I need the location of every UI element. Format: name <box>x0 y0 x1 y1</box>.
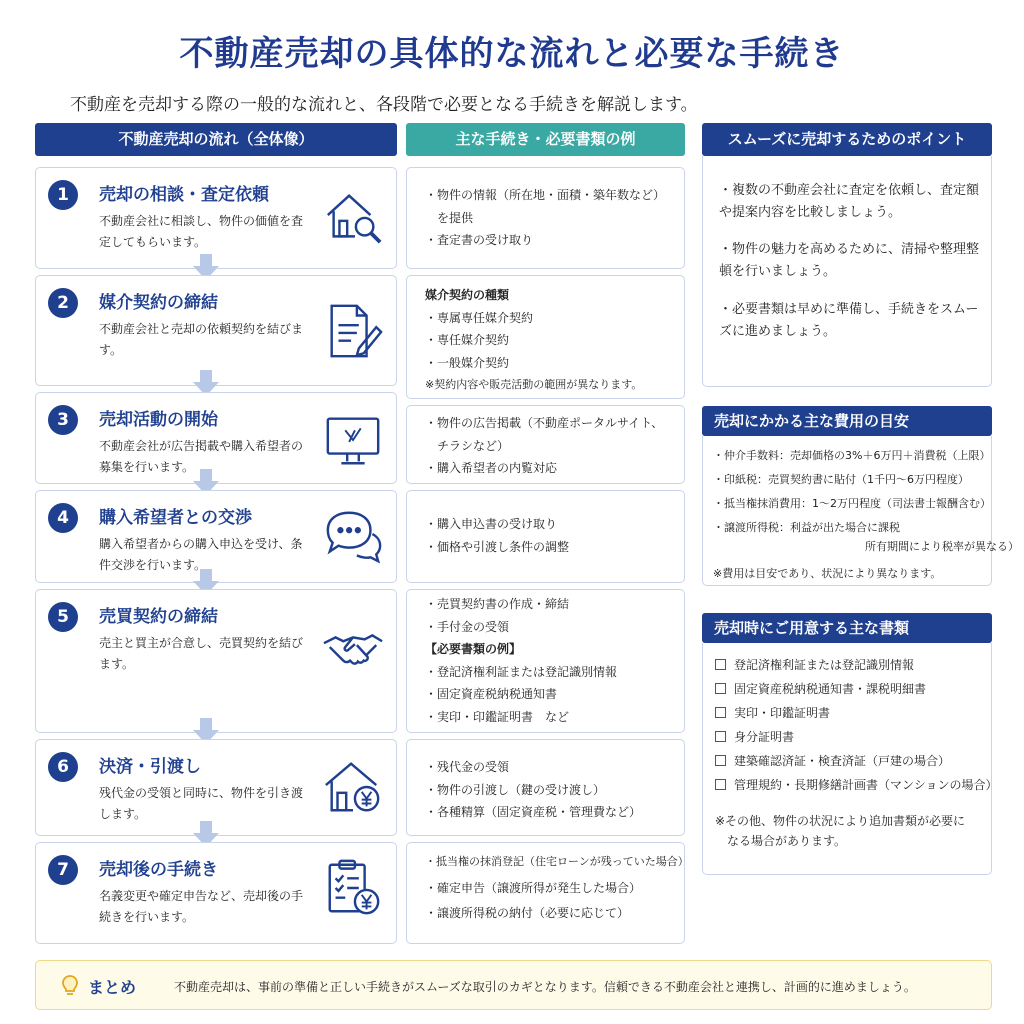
procedure-line: ・価格や引渡し条件の調整 <box>425 539 570 554</box>
procedure-line: ・残代金の受領 <box>425 760 510 774</box>
cost-item: ・仲介手数料：売却価格の3%＋6万円＋消費税（上限） <box>713 449 991 462</box>
documents-header: 売却時にご用意する主な書類 <box>702 613 992 643</box>
document-item <box>715 749 991 773</box>
point-item: ・必要書類は早めに準備し、手続きをスムーズに進めましょう。 <box>719 302 979 339</box>
step-title: 売却活動の開始 <box>99 410 218 430</box>
procedure-line: ・物件の広告掲載（不動産ポータルサイト、 <box>425 416 664 430</box>
cost-item: 所有期間により税率が異なる） <box>799 540 1019 553</box>
step-description: 購入希望者からの購入申込を受け、条件交渉を行います。 <box>99 537 303 572</box>
document-item <box>715 725 991 749</box>
checkbox-icon <box>715 731 726 742</box>
point-item: ・複数の不動産会社に査定を依頼し、査定額や提案内容を比較しましょう。 <box>719 183 980 220</box>
flow-column-header: 不動産売却の流れ（全体像） <box>35 123 397 156</box>
procedure-line: ・登記済権利証または登記識別情報 <box>425 664 618 679</box>
checkbox-icon <box>715 707 726 718</box>
procedure-card-6 <box>406 739 685 836</box>
procedure-line: ・査定書の受け取り <box>425 233 534 247</box>
procedure-line: ・譲渡所得税の納付（必要に応じて） <box>425 906 630 920</box>
handshake-icon <box>322 618 384 680</box>
step-title: 売却後の手続き <box>99 860 218 880</box>
document-label: 登記済権利証または登記識別情報 <box>734 658 915 672</box>
document-label: 固定資産税納税通知書・課税明細書 <box>734 682 927 696</box>
procedure-note: ※契約内容や販売活動の範囲が異なります。 <box>425 378 643 391</box>
procedure-card-2 <box>406 275 685 399</box>
step-card-5 <box>35 589 397 733</box>
procedure-card-7 <box>406 842 689 944</box>
step-title: 売買契約の締結 <box>99 607 218 627</box>
procedure-card-4 <box>406 490 685 583</box>
cost-item: ・印紙税：売買契約書に貼付（1千円〜6万円程度） <box>713 473 969 486</box>
points-column-header: スムーズに売却するためのポイント <box>702 123 992 156</box>
house-yen-icon <box>322 756 384 818</box>
document-item <box>715 677 991 701</box>
document-label: 身分証明書 <box>734 730 795 744</box>
step-number: 6 <box>48 752 78 782</box>
step-description: 売主と買主が合意し、売買契約を結びます。 <box>99 636 304 671</box>
step-card-7 <box>35 842 397 944</box>
step-description: 残代金の受領と同時に、物件を引き渡します。 <box>99 786 304 821</box>
step-number: 7 <box>48 855 78 885</box>
lightbulb-icon <box>58 973 82 997</box>
step-number: 5 <box>48 602 78 632</box>
step-description: 不動産会社が広告掲載や購入希望者の募集を行います。 <box>99 439 304 474</box>
documents-note: ※その他、物件の状況により追加書類が必要に <box>715 814 966 828</box>
procedure-line: ・売買契約書の作成・締結 <box>425 597 570 611</box>
checkbox-icon <box>715 683 726 694</box>
step-title: 媒介契約の締結 <box>99 293 218 313</box>
costs-header: 売却にかかる主な費用の目安 <box>702 406 992 436</box>
procedure-line: を提供 <box>425 210 474 225</box>
monitor-icon <box>322 409 384 471</box>
house-search-icon <box>322 186 384 248</box>
step-number: 3 <box>48 405 78 435</box>
step-number: 4 <box>48 503 78 533</box>
documents-panel <box>702 643 998 875</box>
costs-panel <box>702 436 1019 586</box>
documents-note: なる場合があります。 <box>715 834 847 848</box>
procedure-line: ・専属専任媒介契約 <box>425 310 534 325</box>
cost-item: ・譲渡所得税：利益が出た場合に課税 <box>713 521 900 534</box>
document-label: 管理規約・長期修繕計画書（マンションの場合） <box>734 778 998 792</box>
step-number: 2 <box>48 288 78 318</box>
points-panel <box>702 156 992 387</box>
step-description: 不動産会社に相談し、物件の価値を査定してもらいます。 <box>99 214 304 249</box>
summary-box <box>35 960 992 1010</box>
checkbox-icon <box>715 755 726 766</box>
procedure-line: ・実印・印鑑証明書 など <box>425 709 570 724</box>
cost-item: ・抵当権抹消費用：1〜2万円程度（司法書士報酬含む） <box>713 497 991 510</box>
step-number: 1 <box>48 180 78 210</box>
procedure-card-5 <box>406 589 685 733</box>
procedure-line: チラシなど） <box>425 438 510 453</box>
procedure-card-1 <box>406 167 685 269</box>
step-title: 購入希望者との交渉 <box>99 508 252 528</box>
page-subtitle: 不動産を売却する際の一般的な流れと、各段階で必要となる手続きを解説します。 <box>70 95 698 115</box>
procedures-column-header: 主な手続き・必要書類の例 <box>406 123 685 156</box>
procedure-line: ・物件の情報（所在地・面積・築年数など） <box>425 188 666 202</box>
document-label: 実印・印鑑証明書 <box>734 706 831 720</box>
procedure-card-3 <box>406 405 685 484</box>
step-title: 売却の相談・査定依頼 <box>99 185 269 205</box>
checkbox-icon <box>715 659 726 670</box>
procedure-line: ・購入希望者の内覧対応 <box>425 461 558 475</box>
procedure-heading: 媒介契約の種類 <box>425 288 510 302</box>
checkbox-icon <box>715 779 726 790</box>
procedure-heading: 【必要書類の例】 <box>425 642 522 656</box>
document-item <box>715 701 991 725</box>
procedure-line: ・固定資産税納税通知書 <box>425 687 558 701</box>
step-title: 決済・引渡し <box>99 757 201 777</box>
procedure-line: ・各種精算（固定資産税・管理費など） <box>425 805 642 819</box>
procedure-line: ・物件の引渡し（鍵の受け渡し） <box>425 782 606 797</box>
procedure-line: ・一般媒介契約 <box>425 355 510 370</box>
procedure-line: ・抵当権の抹消登記（住宅ローンが残っていた場合） <box>425 855 689 868</box>
costs-note: ※費用は目安であり、状況により異なります。 <box>713 567 942 580</box>
step-description: 不動産会社と売却の依頼契約を結びます。 <box>99 322 304 357</box>
summary-label: まとめ <box>88 978 137 997</box>
procedure-line: ・確定申告（譲渡所得が発生した場合） <box>425 880 642 895</box>
step-description: 名義変更や確定申告など、売却後の手続きを行います。 <box>99 889 304 924</box>
document-pen-icon <box>322 300 384 362</box>
procedure-line: ・購入申込書の受け取り <box>425 517 558 531</box>
document-item <box>715 653 991 677</box>
procedure-line: ・手付金の受領 <box>425 619 510 634</box>
document-item <box>715 773 998 797</box>
checklist-yen-icon <box>322 857 384 919</box>
procedure-line: ・専任媒介契約 <box>425 333 510 347</box>
page-title: 不動産売却の具体的な流れと必要な手続き <box>179 34 845 74</box>
document-label: 建築確認済証・検査済証（戸建の場合） <box>734 754 951 768</box>
chat-bubbles-icon <box>322 505 384 567</box>
point-item: ・物件の魅力を高めるために、清掃や整理整頓を行いましょう。 <box>719 242 980 279</box>
summary-text: 不動産売却は、事前の準備と正しい手続きがスムーズな取引のカギとなります。信頼できる不動産会社と連携し、計画的に進めましょう。 <box>174 980 916 994</box>
